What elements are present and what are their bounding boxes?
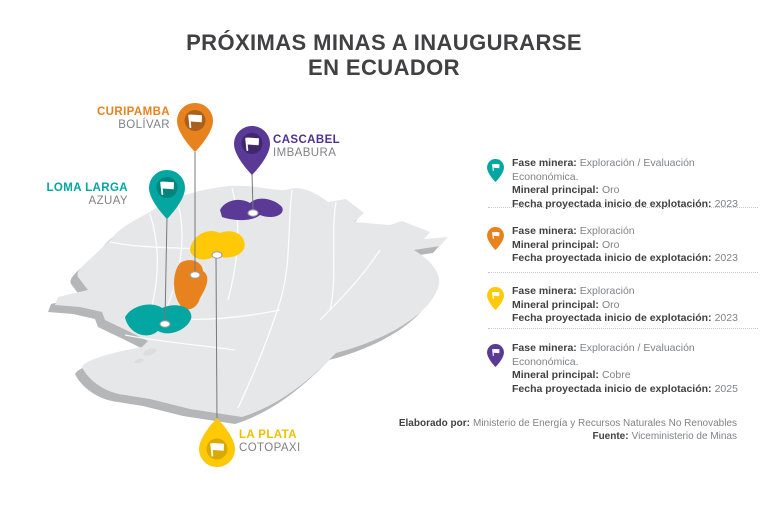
- la-plata-pin-icon: [199, 418, 235, 467]
- province-name: BOLÍVAR: [118, 118, 170, 131]
- fecha-value: 2023: [714, 197, 738, 210]
- province-name: AZUAY: [88, 194, 128, 207]
- detail-text: [512, 285, 763, 326]
- teal-pin-icon: [487, 159, 504, 182]
- detail-block-cascabel: [487, 342, 763, 396]
- dotted-separator: [488, 328, 758, 329]
- fecha-label: Fecha proyectada inicio de explotación:: [512, 382, 712, 395]
- purple-pin-icon: [487, 344, 504, 367]
- credit-elaborado: [257, 417, 737, 430]
- cascabel-label: [273, 134, 340, 159]
- mineral-value: Oro: [601, 184, 620, 196]
- fase-value: Exploración / Evaluación Econonómica.: [512, 157, 695, 183]
- elaborado-label: Elaborado por:: [398, 418, 470, 429]
- fase-value: Exploración / Evaluación Econonómica.: [512, 342, 695, 368]
- detail-block-la-plata: [487, 285, 763, 326]
- fecha-value: 2023: [714, 312, 738, 324]
- mine-name: CURIPAMBA: [96, 106, 170, 118]
- mineral-label: Mineral principal:: [512, 184, 599, 196]
- detail-text: [512, 342, 763, 396]
- curipamba-pin-icon: [177, 103, 213, 152]
- credits: [257, 417, 737, 443]
- fase-label: Fase minera:: [512, 285, 577, 297]
- fecha-label: Fecha proyectada inicio de explotación:: [512, 197, 712, 210]
- dotted-separator: [488, 207, 758, 208]
- province-name: IMBABURA: [273, 146, 337, 159]
- mine-name: CASCABEL: [273, 134, 341, 146]
- cascabel-pin-icon: [234, 126, 270, 175]
- mine-name: LOMA LARGA: [46, 182, 128, 194]
- mineral-label: Mineral principal:: [512, 238, 599, 251]
- page-title-line2: EN ECUADOR: [308, 55, 460, 80]
- curipamba-label: [97, 106, 170, 131]
- detail-text: [512, 225, 763, 266]
- mineral-value: Oro: [601, 238, 620, 251]
- detail-block-loma-larga: [487, 157, 763, 211]
- map-mainland: [55, 186, 448, 417]
- mineral-label: Mineral principal:: [512, 369, 599, 381]
- fase-label: Fase minera:: [512, 225, 577, 237]
- credit-fuente: [257, 430, 737, 443]
- province-name: COTOPAXI: [239, 441, 301, 454]
- fase-label: Fase minera:: [512, 342, 577, 354]
- dotted-separator: [488, 272, 758, 273]
- fecha-value: 2025: [714, 382, 738, 395]
- fase-value: Exploración: [579, 285, 635, 297]
- mineral-value: Oro: [601, 298, 620, 311]
- fecha-label: Fecha proyectada inicio de explotación:: [512, 252, 712, 264]
- mine-name: LA PLATA: [239, 429, 297, 441]
- fecha-value: 2023: [714, 252, 738, 264]
- loma-larga-label: [46, 182, 128, 207]
- elaborado-value: Ministerio de Energía y Recursos Naturales No Renovables: [472, 418, 737, 429]
- fase-value: Exploración: [579, 225, 635, 237]
- mineral-label: Mineral principal:: [512, 298, 599, 311]
- fase-label: Fase minera:: [512, 157, 577, 169]
- fuente-label: Fuente:: [592, 431, 629, 442]
- fecha-label: Fecha proyectada inicio de explotación:: [512, 312, 712, 324]
- page-title-line1: PRÓXIMAS MINAS A INAUGURARSE: [186, 30, 582, 55]
- orange-pin-icon: [487, 227, 504, 250]
- detail-text: [512, 157, 763, 211]
- mineral-value: Cobre: [601, 369, 631, 381]
- detail-block-curipamba: [487, 225, 763, 266]
- fuente-value: Viceministerio de Minas: [631, 431, 737, 442]
- yellow-pin-icon: [487, 287, 504, 310]
